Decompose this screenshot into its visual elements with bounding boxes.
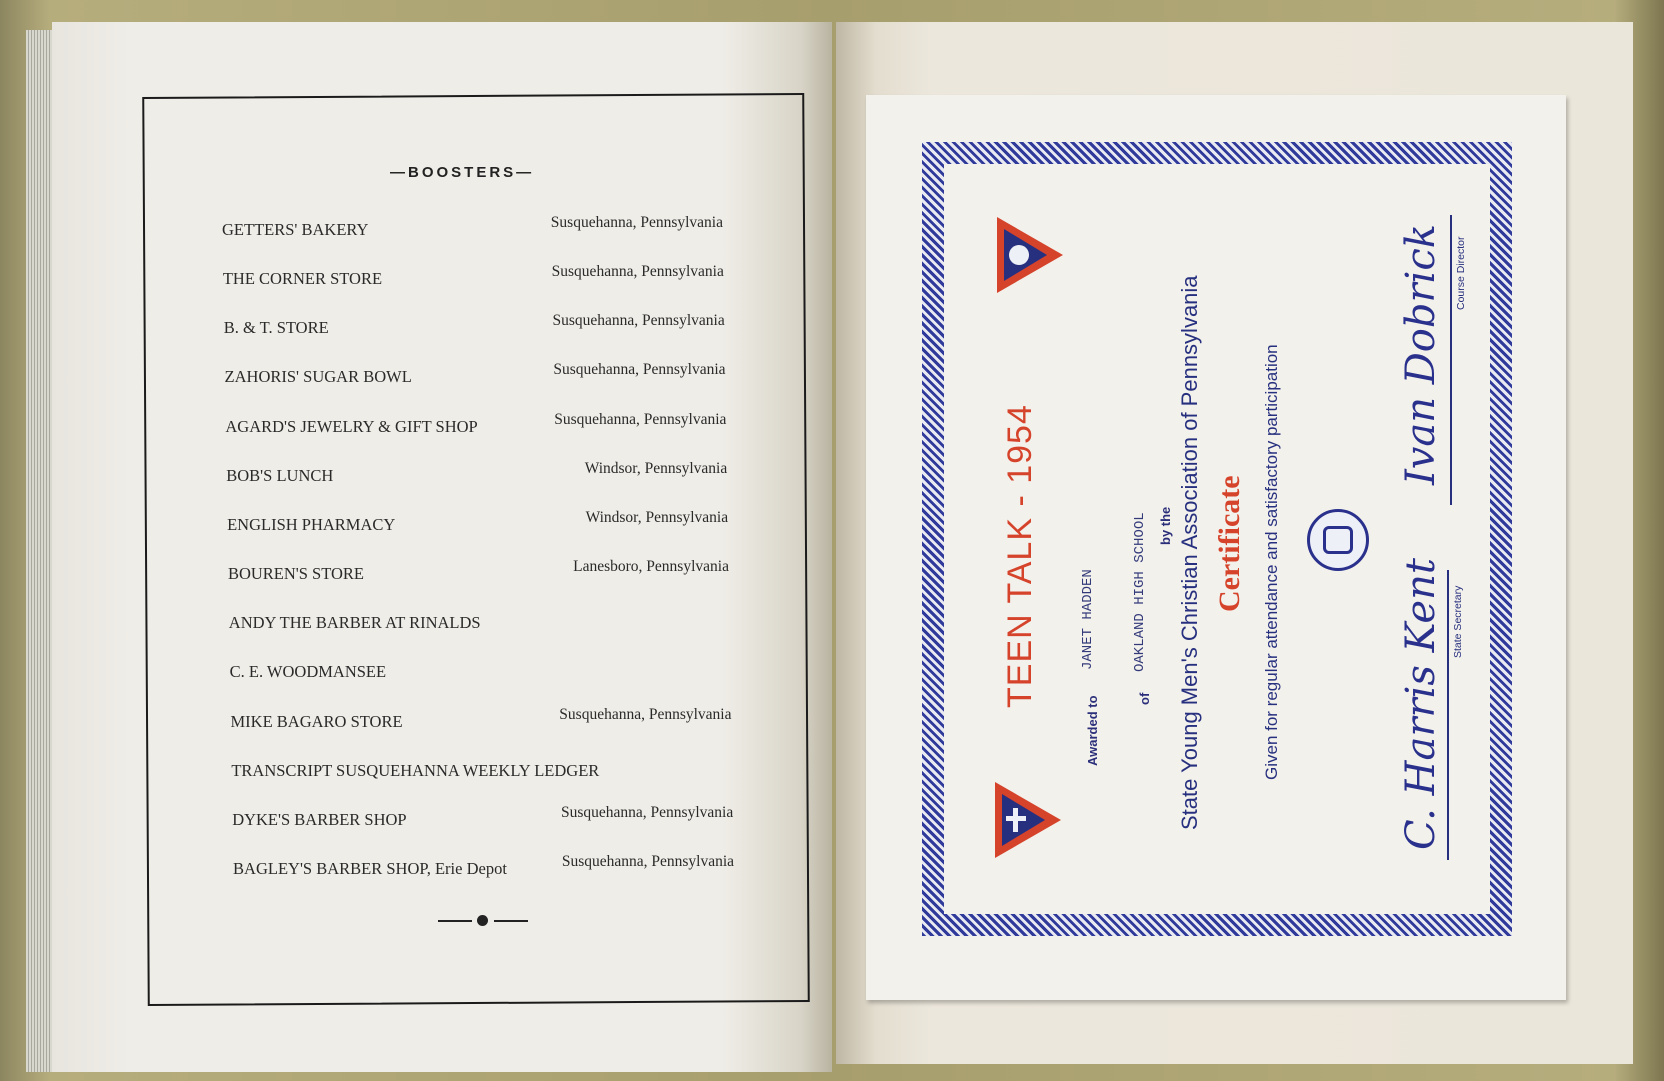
booster-name: BAGLEY'S BARBER SHOP, Erie Depot <box>233 858 507 878</box>
booster-name: TRANSCRIPT SUSQUEHANNA WEEKLY LEDGER <box>231 760 600 780</box>
ymca-seal-icon <box>1307 509 1369 571</box>
booster-location: Susquehanna, Pennsylvania <box>553 361 726 379</box>
booster-name: BOB'S LUNCH <box>226 465 334 485</box>
booster-location: Lanesboro, Pennsylvania <box>573 558 729 576</box>
booster-location: Windsor, Pennsylvania <box>584 459 728 477</box>
booster-name: ENGLISH PHARMACY <box>227 514 396 534</box>
ornament-divider <box>438 914 530 926</box>
booster-name: THE CORNER STORE <box>222 269 383 289</box>
signature-left: C. Harris Kent <box>1398 558 1444 850</box>
booster-location: Susquehanna, Pennsylvania <box>552 312 725 330</box>
role-right: Course Director <box>1455 236 1467 310</box>
boosters-heading: —BOOSTERS— <box>390 164 535 181</box>
booster-location: Windsor, Pennsylvania <box>585 508 729 526</box>
booster-location: Susquehanna, Pennsylvania <box>550 214 723 231</box>
booster-location: Susquehanna, Pennsylvania <box>561 852 735 870</box>
signature-line-right <box>1450 215 1452 505</box>
booster-name: MIKE BAGARO STORE <box>230 711 403 731</box>
recipient-name: JANET HADDEN <box>1080 569 1096 670</box>
booster-name: GETTERS' BAKERY <box>222 220 369 239</box>
given-for-text: Given for regular attendance and satisfactory participation <box>1262 344 1281 780</box>
signature-line-left <box>1447 570 1449 860</box>
booster-location: Susquehanna, Pennsylvania <box>559 705 732 723</box>
school-name: OAKLAND HIGH SCHOOL <box>1132 512 1148 672</box>
of-label: of <box>1137 692 1152 705</box>
ymca-triangle-icon <box>993 780 1063 860</box>
booster-name: DYKE'S BARBER SHOP <box>232 809 407 829</box>
booster-location: Susquehanna, Pennsylvania <box>554 410 727 428</box>
booster-name: ZAHORIS' SUGAR BOWL <box>224 367 412 387</box>
booster-name: B. & T. STORE <box>223 318 329 338</box>
signature-right: Ivan Dobrick <box>1398 223 1444 485</box>
booster-name: C. E. WOODMANSEE <box>229 662 387 682</box>
certificate-title: TEEN TALK - 1954 <box>1001 404 1039 708</box>
ymca-triangle-icon <box>995 215 1065 295</box>
awarded-to-label: Awarded to <box>1085 695 1100 766</box>
by-the-label: by the <box>1158 506 1173 545</box>
association-name: State Young Men's Christian Association of Pennsylvania <box>1177 275 1202 830</box>
booster-name: ANDY THE BARBER AT RINALDS <box>228 613 481 633</box>
booster-name: AGARD'S JEWELRY & GIFT SHOP <box>225 416 478 436</box>
booster-location: Susquehanna, Pennsylvania <box>561 803 734 821</box>
certificate-word: Certificate <box>1213 475 1246 612</box>
role-left: State Secretary <box>1452 585 1464 658</box>
booster-name: BOUREN'S STORE <box>227 564 365 584</box>
booster-location: Susquehanna, Pennsylvania <box>551 263 724 281</box>
